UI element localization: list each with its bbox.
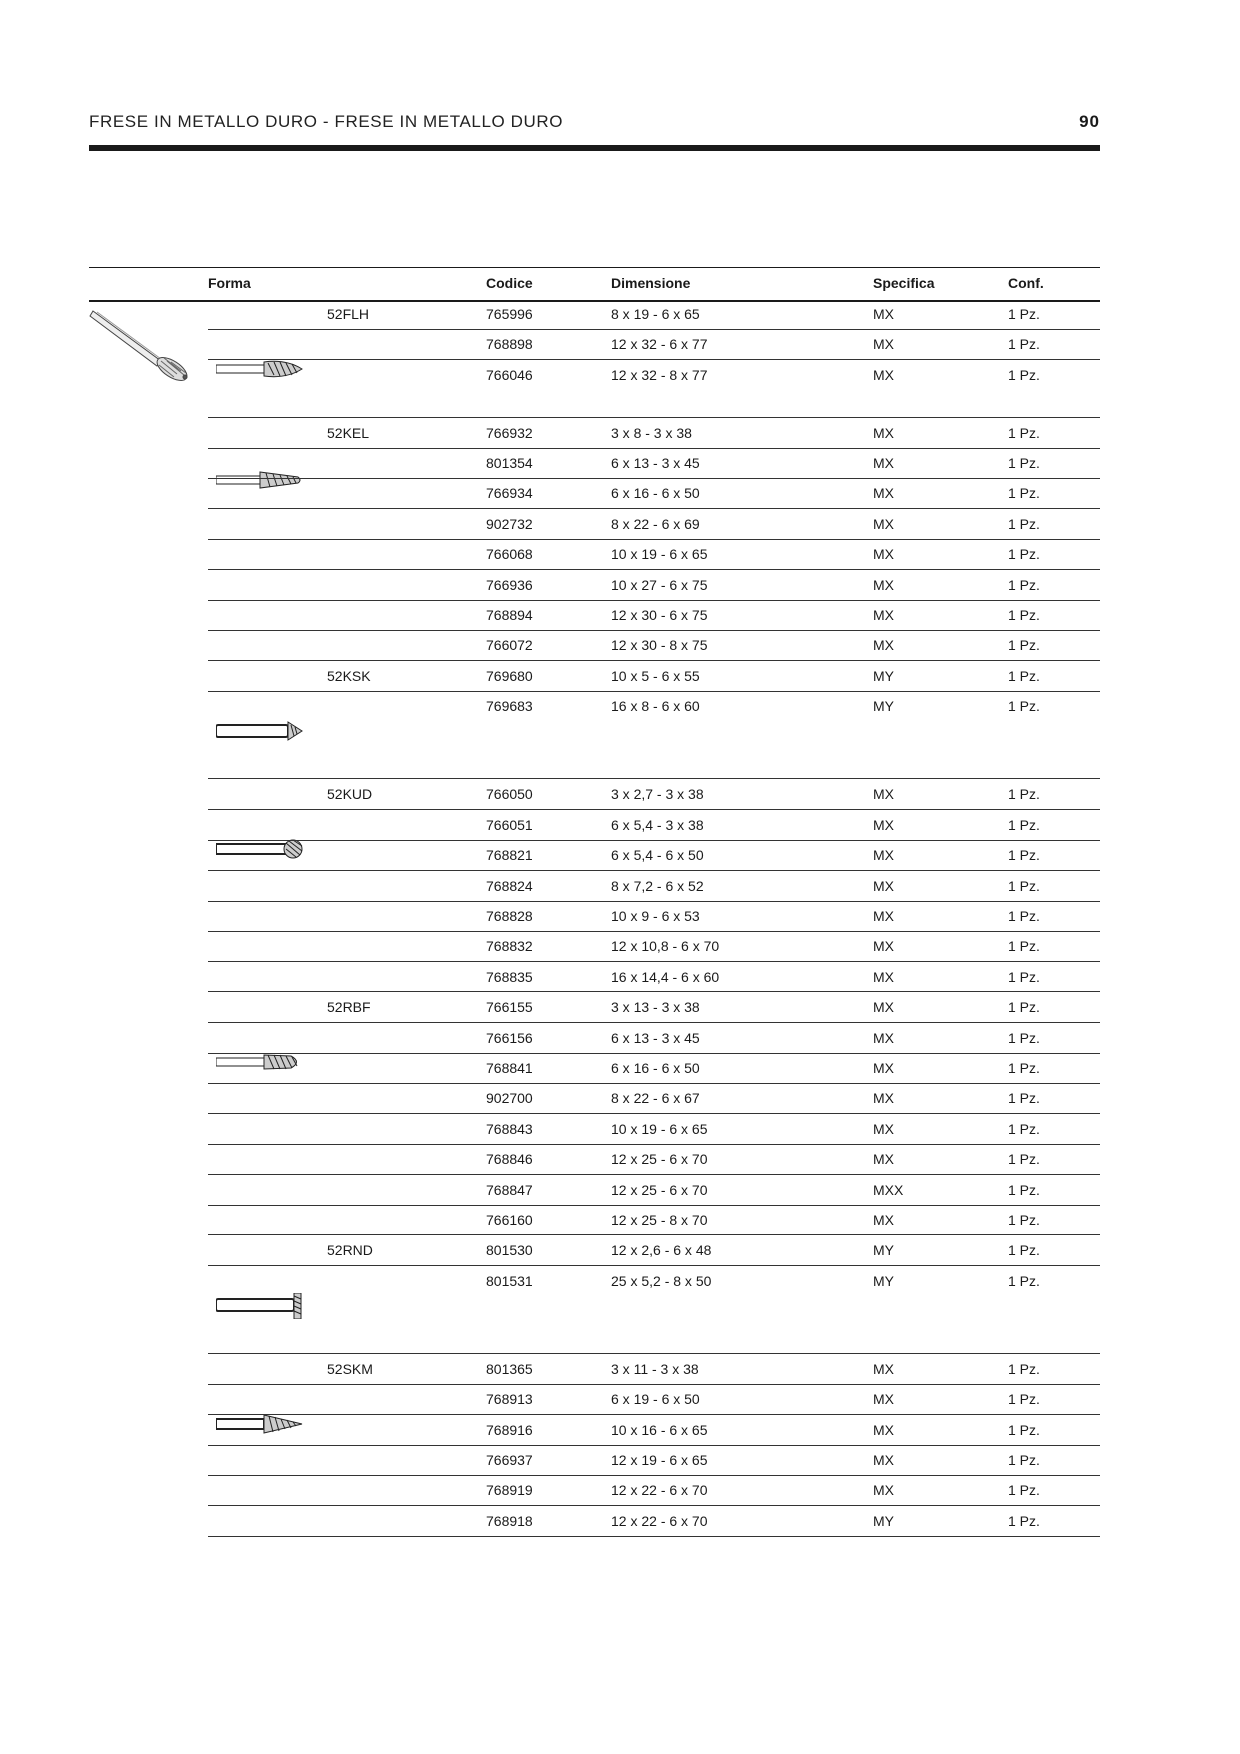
conf-cell: 1 Pz. xyxy=(1008,1512,1040,1529)
dimensione-cell: 12 x 19 - 6 x 65 xyxy=(611,1452,708,1469)
conf-cell: 1 Pz. xyxy=(1008,816,1040,833)
dimensione-cell: 12 x 2,6 - 6 x 48 xyxy=(611,1242,712,1259)
specifica-cell: MX xyxy=(873,515,894,532)
table-row xyxy=(208,509,1100,540)
table-row xyxy=(208,901,1100,932)
specifica-cell: MX xyxy=(873,576,894,593)
table-row xyxy=(208,1415,1100,1446)
codice-cell: 766051 xyxy=(486,816,533,833)
dimensione-cell: 10 x 19 - 6 x 65 xyxy=(611,546,708,563)
conf-cell: 1 Pz. xyxy=(1008,637,1040,654)
conf-cell: 1 Pz. xyxy=(1008,366,1040,383)
codice-cell: 765996 xyxy=(486,306,533,322)
codice-cell: 768843 xyxy=(486,1120,533,1137)
table-header xyxy=(89,267,1100,302)
conf-cell: 1 Pz. xyxy=(1008,999,1040,1016)
table-row xyxy=(208,871,1100,902)
dimensione-cell: 6 x 13 - 3 x 45 xyxy=(611,454,700,471)
dimensione-cell: 10 x 19 - 6 x 65 xyxy=(611,1120,708,1137)
specifica-cell: MX xyxy=(873,366,894,383)
specifica-cell: MX xyxy=(873,1120,894,1137)
dimensione-cell: 6 x 5,4 - 3 x 38 xyxy=(611,816,704,833)
codice-cell: 768913 xyxy=(486,1391,533,1408)
conf-cell: 1 Pz. xyxy=(1008,786,1040,803)
table-row xyxy=(208,1354,1100,1385)
codice-cell: 768832 xyxy=(486,938,533,955)
dimensione-cell: 3 x 8 - 3 x 38 xyxy=(611,424,692,441)
conf-cell: 1 Pz. xyxy=(1008,1029,1040,1046)
dimensione-cell: 12 x 30 - 6 x 75 xyxy=(611,606,708,623)
specifica-cell: MX xyxy=(873,1090,894,1107)
codice-cell: 768847 xyxy=(486,1181,533,1198)
specifica-cell: MX xyxy=(873,968,894,985)
table-row xyxy=(208,1506,1100,1537)
codice-cell: 766050 xyxy=(486,786,533,803)
codice-cell: 768919 xyxy=(486,1482,533,1499)
table-row xyxy=(208,1053,1100,1084)
conf-cell: 1 Pz. xyxy=(1008,1151,1040,1168)
specifica-cell: MX xyxy=(873,938,894,955)
specifica-cell: MX xyxy=(873,847,894,864)
codice-cell: 769680 xyxy=(486,667,533,684)
forma-name: 52RND xyxy=(327,1242,373,1259)
dimensione-cell: 6 x 19 - 6 x 50 xyxy=(611,1391,700,1408)
dimensione-cell: 12 x 22 - 6 x 70 xyxy=(611,1512,708,1529)
codice-cell: 801530 xyxy=(486,1242,533,1259)
table-row xyxy=(208,539,1100,570)
codice-cell: 766072 xyxy=(486,637,533,654)
forma-name: 52FLH xyxy=(327,306,370,322)
conf-cell: 1 Pz. xyxy=(1008,1421,1040,1438)
specifica-cell: MX xyxy=(873,546,894,563)
dimensione-cell: 10 x 16 - 6 x 65 xyxy=(611,1421,708,1438)
conf-cell: 1 Pz. xyxy=(1008,1181,1040,1198)
specifica-cell: MX xyxy=(873,1391,894,1408)
conf-cell: 1 Pz. xyxy=(1008,1272,1040,1289)
specifica-cell: MX xyxy=(873,816,894,833)
dimensione-cell: 12 x 32 - 8 x 77 xyxy=(611,366,708,383)
specifica-cell: MX xyxy=(873,1452,894,1469)
table-row xyxy=(208,1445,1100,1476)
table-row xyxy=(208,600,1100,631)
table-row xyxy=(208,360,1100,390)
specifica-cell: MX xyxy=(873,1151,894,1168)
conf-cell: 1 Pz. xyxy=(1008,1391,1040,1408)
codice-cell: 768841 xyxy=(486,1059,533,1076)
specifica-cell: MY xyxy=(873,1272,894,1289)
forma-name: 52KSK xyxy=(327,667,371,684)
table-row xyxy=(208,931,1100,962)
codice-cell: 768846 xyxy=(486,1151,533,1168)
table-row xyxy=(208,329,1100,360)
table-row xyxy=(208,299,1100,330)
forma-name: 52SKM xyxy=(327,1360,373,1377)
table-row xyxy=(208,418,1100,449)
dimensione-cell: 16 x 14,4 - 6 x 60 xyxy=(611,968,720,985)
dimensione-cell: 6 x 16 - 6 x 50 xyxy=(611,1059,700,1076)
countersink-burr-icon xyxy=(216,719,306,745)
dimensione-cell: 3 x 2,7 - 3 x 38 xyxy=(611,786,704,803)
conf-cell: 1 Pz. xyxy=(1008,1360,1040,1377)
codice-cell: 768894 xyxy=(486,606,533,623)
dimensione-cell: 3 x 11 - 3 x 38 xyxy=(611,1360,699,1377)
conf-cell: 1 Pz. xyxy=(1008,546,1040,563)
conf-cell: 1 Pz. xyxy=(1008,576,1040,593)
specifica-cell: MX xyxy=(873,306,894,322)
table-row xyxy=(208,1384,1100,1415)
dimensione-cell: 12 x 22 - 6 x 70 xyxy=(611,1482,708,1499)
table-row xyxy=(208,448,1100,479)
codice-cell: 766160 xyxy=(486,1211,533,1228)
dimensione-cell: 3 x 13 - 3 x 38 xyxy=(611,999,700,1016)
specifica-cell: MX xyxy=(873,606,894,623)
conf-cell: 1 Pz. xyxy=(1008,485,1040,502)
codice-cell: 766934 xyxy=(486,485,533,502)
header-rule xyxy=(89,145,1100,151)
codice-cell: 768918 xyxy=(486,1512,533,1529)
codice-cell: 902732 xyxy=(486,515,533,532)
table-row xyxy=(208,810,1100,841)
codice-cell: 768828 xyxy=(486,907,533,924)
specifica-cell: MX xyxy=(873,424,894,441)
codice-cell: 801531 xyxy=(486,1272,533,1289)
header-codice: Codice xyxy=(486,275,533,291)
table-row xyxy=(208,1205,1100,1235)
burr-perspective-icon xyxy=(89,303,199,388)
codice-cell: 768835 xyxy=(486,968,533,985)
conf-cell: 1 Pz. xyxy=(1008,454,1040,471)
specifica-cell: MX xyxy=(873,1421,894,1438)
codice-cell: 766155 xyxy=(486,999,533,1016)
codice-cell: 766936 xyxy=(486,576,533,593)
conf-cell: 1 Pz. xyxy=(1008,698,1040,715)
table-row xyxy=(208,1266,1100,1296)
table-row xyxy=(208,691,1100,721)
dimensione-cell: 12 x 32 - 6 x 77 xyxy=(611,336,708,353)
dimensione-cell: 10 x 27 - 6 x 75 xyxy=(611,576,708,593)
page-header-title: FRESE IN METALLO DURO - FRESE IN METALLO DURO xyxy=(89,112,564,131)
table-row xyxy=(208,630,1100,660)
forma-name: 52KEL xyxy=(327,424,370,441)
table-row xyxy=(208,1083,1100,1114)
codice-cell: 768824 xyxy=(486,877,533,894)
specifica-cell: MXX xyxy=(873,1181,904,1198)
dimensione-cell: 12 x 10,8 - 6 x 70 xyxy=(611,938,720,955)
conf-cell: 1 Pz. xyxy=(1008,968,1040,985)
table-row xyxy=(208,992,1100,1023)
codice-cell: 769683 xyxy=(486,698,533,715)
dimensione-cell: 6 x 5,4 - 6 x 50 xyxy=(611,847,704,864)
dimensione-cell: 12 x 25 - 6 x 70 xyxy=(611,1151,708,1168)
dimensione-cell: 8 x 19 - 6 x 65 xyxy=(611,306,700,322)
codice-cell: 768821 xyxy=(486,847,533,864)
header-conf: Conf. xyxy=(1008,275,1044,291)
specifica-cell: MY xyxy=(873,1242,894,1259)
codice-cell: 766046 xyxy=(486,366,533,383)
codice-cell: 768916 xyxy=(486,1421,533,1438)
page-number: 90 xyxy=(1079,112,1100,131)
conf-cell: 1 Pz. xyxy=(1008,1120,1040,1137)
conf-cell: 1 Pz. xyxy=(1008,667,1040,684)
specifica-cell: MX xyxy=(873,786,894,803)
table-row xyxy=(208,1475,1100,1506)
specifica-cell: MX xyxy=(873,1211,894,1228)
dimensione-cell: 8 x 22 - 6 x 69 xyxy=(611,515,700,532)
conf-cell: 1 Pz. xyxy=(1008,306,1040,322)
specifica-cell: MX xyxy=(873,1029,894,1046)
specifica-cell: MX xyxy=(873,999,894,1016)
table-row xyxy=(208,1144,1100,1175)
forma-name: 52RBF xyxy=(327,999,371,1016)
specifica-cell: MY xyxy=(873,1512,894,1529)
dimensione-cell: 16 x 8 - 6 x 60 xyxy=(611,698,700,715)
header-dimensione: Dimensione xyxy=(611,275,691,291)
dimensione-cell: 12 x 30 - 8 x 75 xyxy=(611,637,708,654)
conf-cell: 1 Pz. xyxy=(1008,907,1040,924)
specifica-cell: MX xyxy=(873,907,894,924)
conf-cell: 1 Pz. xyxy=(1008,424,1040,441)
conf-cell: 1 Pz. xyxy=(1008,1482,1040,1499)
conf-cell: 1 Pz. xyxy=(1008,1090,1040,1107)
header-forma: Forma xyxy=(208,275,251,291)
dimensione-cell: 8 x 7,2 - 6 x 52 xyxy=(611,877,704,894)
conf-cell: 1 Pz. xyxy=(1008,606,1040,623)
conf-cell: 1 Pz. xyxy=(1008,1452,1040,1469)
conf-cell: 1 Pz. xyxy=(1008,938,1040,955)
specifica-cell: MX xyxy=(873,336,894,353)
table-row xyxy=(208,661,1100,692)
table-row xyxy=(208,1235,1100,1266)
conf-cell: 1 Pz. xyxy=(1008,1211,1040,1228)
specifica-cell: MX xyxy=(873,637,894,654)
codice-cell: 766068 xyxy=(486,546,533,563)
disc-burr-icon xyxy=(216,1293,306,1319)
codice-cell: 766932 xyxy=(486,424,533,441)
specifica-cell: MX xyxy=(873,1360,894,1377)
codice-cell: 902700 xyxy=(486,1090,533,1107)
table-row xyxy=(208,840,1100,871)
conf-cell: 1 Pz. xyxy=(1008,336,1040,353)
dimensione-cell: 12 x 25 - 8 x 70 xyxy=(611,1211,708,1228)
conf-cell: 1 Pz. xyxy=(1008,877,1040,894)
dimensione-cell: 12 x 25 - 6 x 70 xyxy=(611,1181,708,1198)
codice-cell: 766156 xyxy=(486,1029,533,1046)
table-row xyxy=(208,779,1100,810)
specifica-cell: MX xyxy=(873,1059,894,1076)
specifica-cell: MX xyxy=(873,1482,894,1499)
header-specifica: Specifica xyxy=(873,275,935,291)
dimensione-cell: 25 x 5,2 - 8 x 50 xyxy=(611,1272,712,1289)
table-row xyxy=(208,1114,1100,1145)
specifica-cell: MX xyxy=(873,485,894,502)
forma-name: 52KUD xyxy=(327,786,373,803)
codice-cell: 768898 xyxy=(486,336,533,353)
table-row xyxy=(208,1175,1100,1206)
conf-cell: 1 Pz. xyxy=(1008,1242,1040,1259)
specifica-cell: MY xyxy=(873,698,894,715)
table-row xyxy=(208,962,1100,992)
dimensione-cell: 6 x 16 - 6 x 50 xyxy=(611,485,700,502)
specifica-cell: MY xyxy=(873,667,894,684)
codice-cell: 801365 xyxy=(486,1360,533,1377)
conf-cell: 1 Pz. xyxy=(1008,1059,1040,1076)
dimensione-cell: 8 x 22 - 6 x 67 xyxy=(611,1090,700,1107)
conf-cell: 1 Pz. xyxy=(1008,515,1040,532)
table-row xyxy=(208,478,1100,509)
specifica-cell: MX xyxy=(873,454,894,471)
codice-cell: 766937 xyxy=(486,1452,533,1469)
conf-cell: 1 Pz. xyxy=(1008,847,1040,864)
dimensione-cell: 10 x 9 - 6 x 53 xyxy=(611,907,700,924)
codice-cell: 801354 xyxy=(486,454,533,471)
table-row xyxy=(208,570,1100,601)
specifica-cell: MX xyxy=(873,877,894,894)
dimensione-cell: 10 x 5 - 6 x 55 xyxy=(611,667,700,684)
dimensione-cell: 6 x 13 - 3 x 45 xyxy=(611,1029,700,1046)
table-row xyxy=(208,1023,1100,1054)
